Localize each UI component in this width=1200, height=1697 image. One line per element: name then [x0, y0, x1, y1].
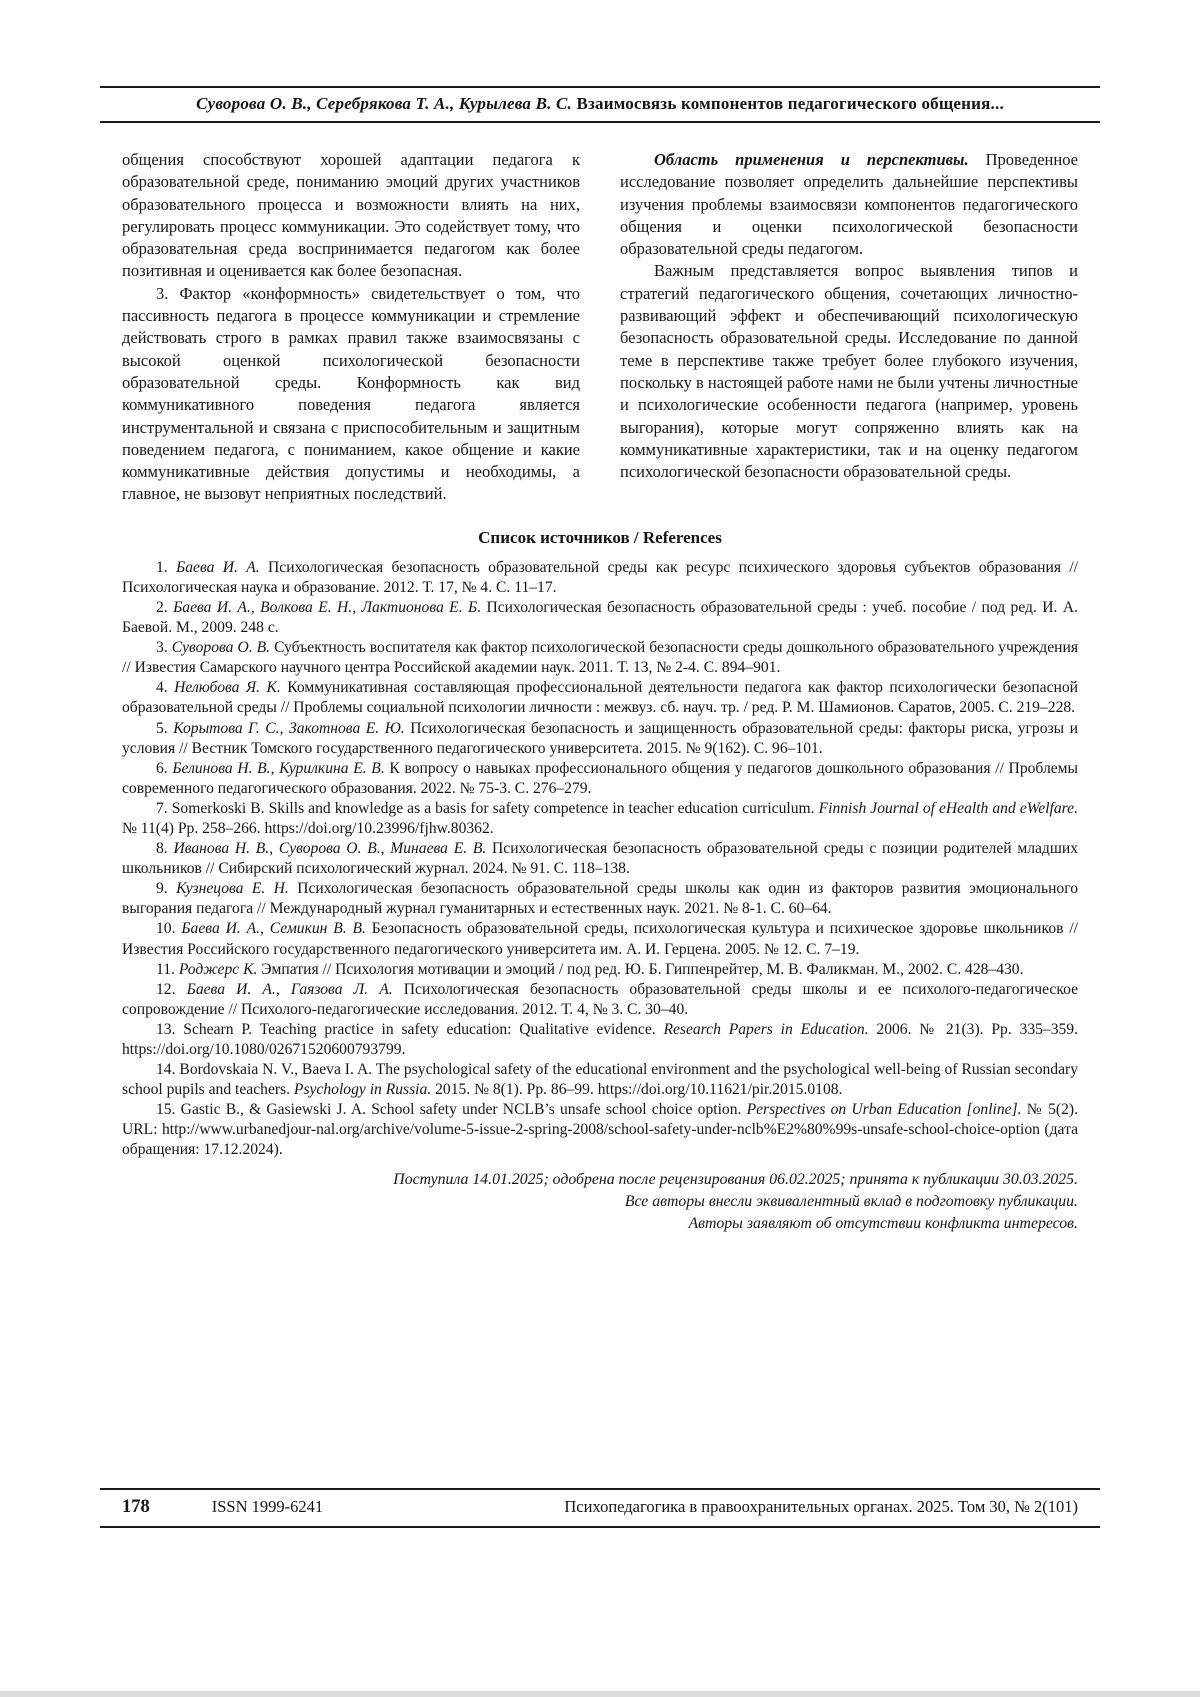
reference-item: 11. Роджерс К. Эмпатия // Психология мотивации и эмоций / под ред. Ю. Б. Гиппенрейтер, М. В. Фаликман. М., 2002. С. 428–430.	[156, 960, 1024, 978]
reference-item: 6. Белинова Н. В., Курилкина Е. В. К вопросу о навыках профессионального общения у педагогов дошкольного образования // Проблемы современного педагогического образования. 2022. № 75-3. С. 276–279.	[122, 759, 1079, 797]
scan-edge	[0, 1691, 1200, 1697]
reference-item: 12. Баева И. А., Гаязова Л. А. Психологическая безопасность образовательной среды школы и ее психолого-педагогическое сопровождение // Психолого-педагогические исследования. 2012. Т. 4, № 3. С. 30–40.	[122, 980, 1079, 1018]
right-column	[620, 149, 1078, 506]
running-header	[100, 86, 1100, 123]
article-history-block	[122, 1169, 1078, 1235]
reference-item: 2. Баева И. А., Волкова Е. Н., Лактионова Е. Б. Психологическая безопасность образовательной среды : учеб. пособие / под ред. И. А. Баевой. М., 2009. 248 с.	[122, 598, 1078, 637]
references-list	[122, 558, 1078, 1161]
received-dates-line: Поступила 14.01.2025; одобрена после рецензирования 06.02.2025; принята к публикации 30.03.2025.	[393, 1170, 1078, 1188]
reference-item: 3. Суворова О. В. Субъектность воспитателя как фактор психологической безопасности среды дошкольного образовательного учреждения // Известия Самарского научного центра Российской академии наук. 2011. Т. 13, № 2-4. С. 894–901.	[122, 639, 1079, 677]
reference-item: 14. Bordovskaia N. V., Baeva I. A. The psychological safety of the educational environment and the psychological well-being of Russian secondary school pupils and teachers. Psychology in Russia. 2015. № 8(1). Pp. 86–99. https://doi.org/10.11621/pir.2015.0108.	[122, 1061, 1078, 1099]
authors-contribution-line: Все авторы внесли эквивалентный вклад в подготовку публикации.	[624, 1192, 1078, 1210]
reference-item: 4. Нелюбова Я. К. Коммуникативная составляющая профессиональной деятельности педагога как фактор психологически безопасной образовательной среды // Проблемы социальной психологии личности : межвуз. сб. науч. тр. / ред. Р. М. Шамионов. Саратов, 2005. С. 219–228.	[122, 679, 1078, 717]
body-columns	[122, 149, 1078, 506]
conflict-of-interest-line: Авторы заявляют об отсутствии конфликта интересов.	[688, 1214, 1078, 1232]
reference-item: 9. Кузнецова Е. Н. Психологическая безопасность образовательной среды школы как один из факторов развития эмоционального выгорания педагога // Международный журнал гуманитарных и естественных наук. 2021. № 8-1. С. 60–64.	[122, 880, 1079, 918]
reference-item: 13. Schearn P. Teaching practice in safety education: Qualitative evidence. Research Papers in Education. 2006. № 21(3). Pp. 335–359. https://doi.org/10.1080/02671520600793799.	[122, 1020, 1079, 1058]
reference-item: 15. Gastic B., & Gasiewski J. A. School safety under NCLB’s unsafe school choice option. Perspectives on Urban Education [online]. № 5(2). URL: http://www.urbanedjour-nal.org/archive/volume-5-issue-2-spring-2008/school-safety-under-nclb%E2%80%99s-unsafe-school-choice-option (дата обращения: 17.12.2024).	[122, 1101, 1078, 1159]
paragraph: Область применения и перспективы. Проведенное исследование позволяет определить дальнейшие перспективы изучения проблемы взаимосвязи компонентов педагогического общения и оценки психологической безопасности образовательной среды педагогом.	[620, 150, 1078, 259]
left-column	[122, 149, 580, 506]
page-content	[100, 149, 1100, 1235]
journal-reference: Психопедагогика в правоохранительных органах. 2025. Том 30, № 2(101)	[564, 1497, 1078, 1516]
paragraph: общения способствуют хорошей адаптации педагога к образовательной среде, пониманию эмоций других участников образовательного процесса и возможности влиять на них, регулировать процесс коммуникации. Это содействует тому, что образовательная среда воспринимается педагогом как более позитивная и оценивается как более безопасная.	[122, 150, 580, 281]
running-header-authors: Суворова О. В., Серебрякова Т. А., Курылева В. С.	[196, 94, 573, 113]
reference-item: 8. Иванова Н. В., Суворова О. В., Минаева Е. В. Психологическая безопасность образовательной среды с позиции родителей младших школьников // Сибирский психологический журнал. 2024. № 91. С. 118–138.	[122, 840, 1078, 878]
page-footer	[100, 1488, 1100, 1528]
reference-item: 1. Баева И. А. Психологическая безопасность образовательной среды как ресурс психического здоровья субъектов образования // Психологическая наука и образование. 2012. Т. 17, № 4. С. 11–17.	[122, 558, 1078, 596]
references-heading: Список источников / References	[478, 527, 722, 547]
paragraph: Важным представляется вопрос выявления типов и стратегий педагогического общения, сочетающих личностно-развивающий эффект и обеспечивающий психологическую безопасность образовательной среды. Исследование по данной теме в перспективе также требует более глубокого изучения, поскольку в настоящей работе нами не были учтены личностные и психологические особенности педагога (например, уровень выгорания), которые могут сопряженно влиять как на коммуникативные характеристики, так и на оценку педагогом психологической безопасности образовательной среды.	[620, 261, 1078, 482]
page-number: 178	[122, 1497, 150, 1517]
reference-item: 10. Баева И. А., Семикин В. В. Безопасность образовательной среды, психологическая культура и психическое здоровье школьников // Известия Российского государственного педагогического университета им. А. И. Герцена. 2005. № 12. С. 7–19.	[122, 920, 1078, 958]
reference-item: 5. Корытова Г. С., Закотнова Е. Ю. Психологическая безопасность и защищенность образовательной среды: факторы риска, угрозы и условия // Вестник Томского государственного педагогического университета. 2015. № 9(162). С. 96–101.	[122, 719, 1079, 757]
running-header-title: Взаимосвязь компонентов педагогического общения...	[572, 94, 1004, 113]
issn-label: ISSN 1999-6241	[211, 1497, 324, 1516]
paragraph: 3. Фактор «конформность» свидетельствует о том, что пассивность педагога в процессе коммуникации и стремление действовать строго в рамках правил также взаимосвязаны с высокой оценкой психологической безопасности образовательной среды. Конформность как вид коммуникативного поведения педагога является инструментальной и связана с приспособительным и защитным поведением педагога, с пониманием, какое общение и какие коммуникативные действия допустимы и необходимы, а главное, не вызовут неприятных последствий.	[122, 283, 580, 504]
reference-item: 7. Somerkoski B. Skills and knowledge as a basis for safety competence in teacher education curriculum. Finnish Journal of eHealth and eWelfare. № 11(4) Pp. 258–266. https://doi.org/10.23996/fjhw.80362.	[122, 799, 1078, 837]
